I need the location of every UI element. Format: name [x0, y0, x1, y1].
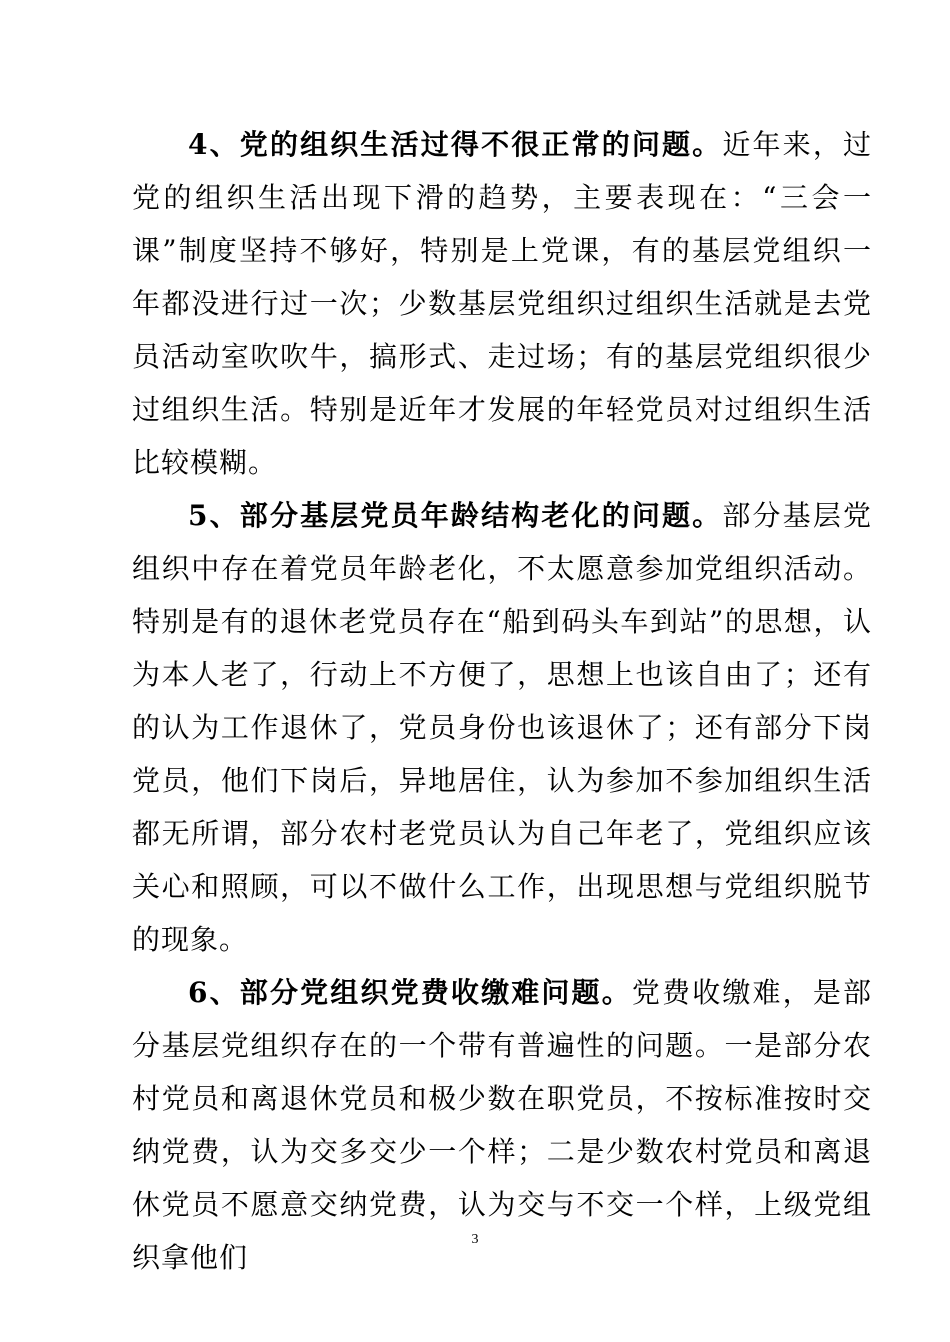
page-number: 3 [471, 1232, 479, 1247]
paragraph-6-heading: 6、部分党组织党费收缴难问题。 [188, 976, 632, 1009]
document-page [132, 118, 872, 1284]
paragraph-6-body: 党费收缴难，是部分基层党组织存在的一个带有普遍性的问题。一是部分农村党员和离退休党员和极少数在职党员，不按标准按时交纳党费，认为交多交少一个样；二是少数农村党员和离退休党员不愿意交纳党费，认为交与不交一个样，上级党组织拿他们 [132, 976, 872, 1274]
paragraph-4-heading: 4、党的组织生活过得不很正常的问题。 [188, 128, 723, 161]
paragraph-5-body: 部分基层党组织中存在着党员年龄老化，不太愿意参加党组织活动。特别是有的退休老党员存在“船到码头车到站”的思想，认为本人老了，行动上不方便了，思想上也该自由了；还有的认为工作退休了，党员身份也该退休了；还有部分下岗党员，他们下岗后，异地居住，认为参加不参加组织生活都无所谓，部分农村老党员认为自己年老了，党组织应该关心和照顾，可以不做什么工作，出现思想与党组织脱节的现象。 [132, 499, 872, 956]
paragraph-4 [132, 118, 872, 489]
paragraph-5-heading: 5、部分基层党员年龄结构老化的问题。 [188, 499, 723, 532]
paragraph-5 [132, 489, 872, 966]
paragraph-4-body: 近年来，过党的组织生活出现下滑的趋势，主要表现在：“三会一课”制度坚持不够好，特别是上党课，有的基层党组织一年都没进行过一次；少数基层党组织过组织生活就是去党员活动室吹吹牛，搞形式、走过场；有的基层党组织很少过组织生活。特别是近年才发展的年轻党员对过组织生活比较模糊。 [132, 128, 872, 479]
